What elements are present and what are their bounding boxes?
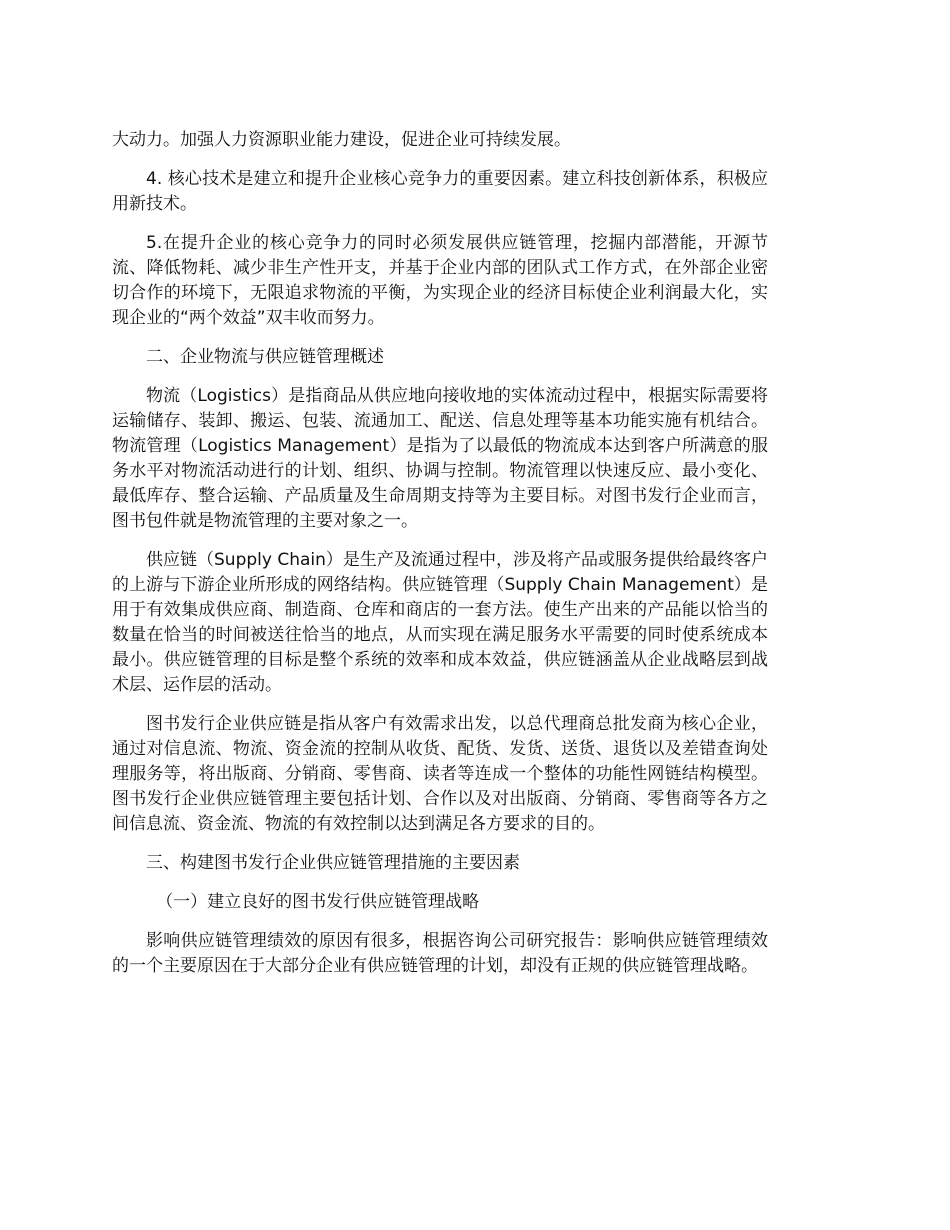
paragraph-hr-development: 大动力。加强人力资源职业能力建设，促进企业可持续发展。 <box>112 130 571 150</box>
paragraph-supply-chain-development: 5.在提升企业的核心竞争力的同时必须发展供应链管理，挖掘内部潜能，开源节流、降低物耗、减少非生产性开支，并基于企业内部的团队式工作方式，在外部企业密切合作的环境下，无限追求物流的平衡，为实现企业的经济目标使企业利润最大化，实现企业的“两个效益”双丰收而努力。 <box>112 233 768 328</box>
paragraph-book-distribution-supply-chain: 图书发行企业供应链是指从客户有效需求出发，以总代理商总批发商为核心企业，通过对信息流、物流、资金流的控制从收货、配货、发货、送货、退货以及差错查询处理服务等，将出版商、分销商、零售商、读者等连成一个整体的功能性网链结构模型。图书发行企业供应链管理主要包括计划、合作以及对出版商、分销商、零售商等各方之间信息流、资金流、物流的有效控制以达到满足各方要求的目的。 <box>112 714 768 834</box>
paragraph-logistics-definition: 物流（Logistics）是指商品从供应地向接收地的实体流动过程中，根据实际需要将运输储存、装卸、搬运、包装、流通加工、配送、信息处理等基本功能实施有机结合。物流管理（Logistics Management）是指为了以最低的物流成本达到客户所满意的服务水平对物流活动进行的计划、组织、协调与控制。物流管理以快速反应、最小变化、最低库存、整合运输、产品质量及生命周期支持等为主要目标。对图书发行企业而言，图书包件就是物流管理的主要对象之一。 <box>112 386 768 531</box>
subsection-heading-strategy: （一）建立良好的图书发行供应链管理战略 <box>156 892 480 912</box>
section-heading-logistics-overview: 二、企业物流与供应链管理概述 <box>146 347 384 367</box>
paragraph-performance-factors: 影响供应链管理绩效的原因有很多，根据咨询公司研究报告：影响供应链管理绩效的一个主要原因在于大部分企业有供应链管理的计划，却没有正规的供应链管理战略。 <box>112 931 768 976</box>
section-heading-main-factors: 三、构建图书发行企业供应链管理措施的主要因素 <box>146 853 520 873</box>
document-page <box>112 128 768 993</box>
paragraph-supply-chain-definition: 供应链（Supply Chain）是生产及流通过程中，涉及将产品或服务提供给最终客户的上游与下游企业所形成的网络结构。供应链管理（Supply Chain Management）是用于有效集成供应商、制造商、仓库和商店的一套方法。使生产出来的产品能以恰当的数量在恰当的时间被送往恰当的地点，从而实现在满足服务水平需要的同时使系统成本最小。供应链管理的目标是整个系统的效率和成本效益，供应链涵盖从企业战略层到战术层、运作层的活动。 <box>112 550 768 695</box>
paragraph-core-technology: 4. 核心技术是建立和提升企业核心竞争力的重要因素。建立科技创新体系，积极应用新技术。 <box>112 169 768 214</box>
